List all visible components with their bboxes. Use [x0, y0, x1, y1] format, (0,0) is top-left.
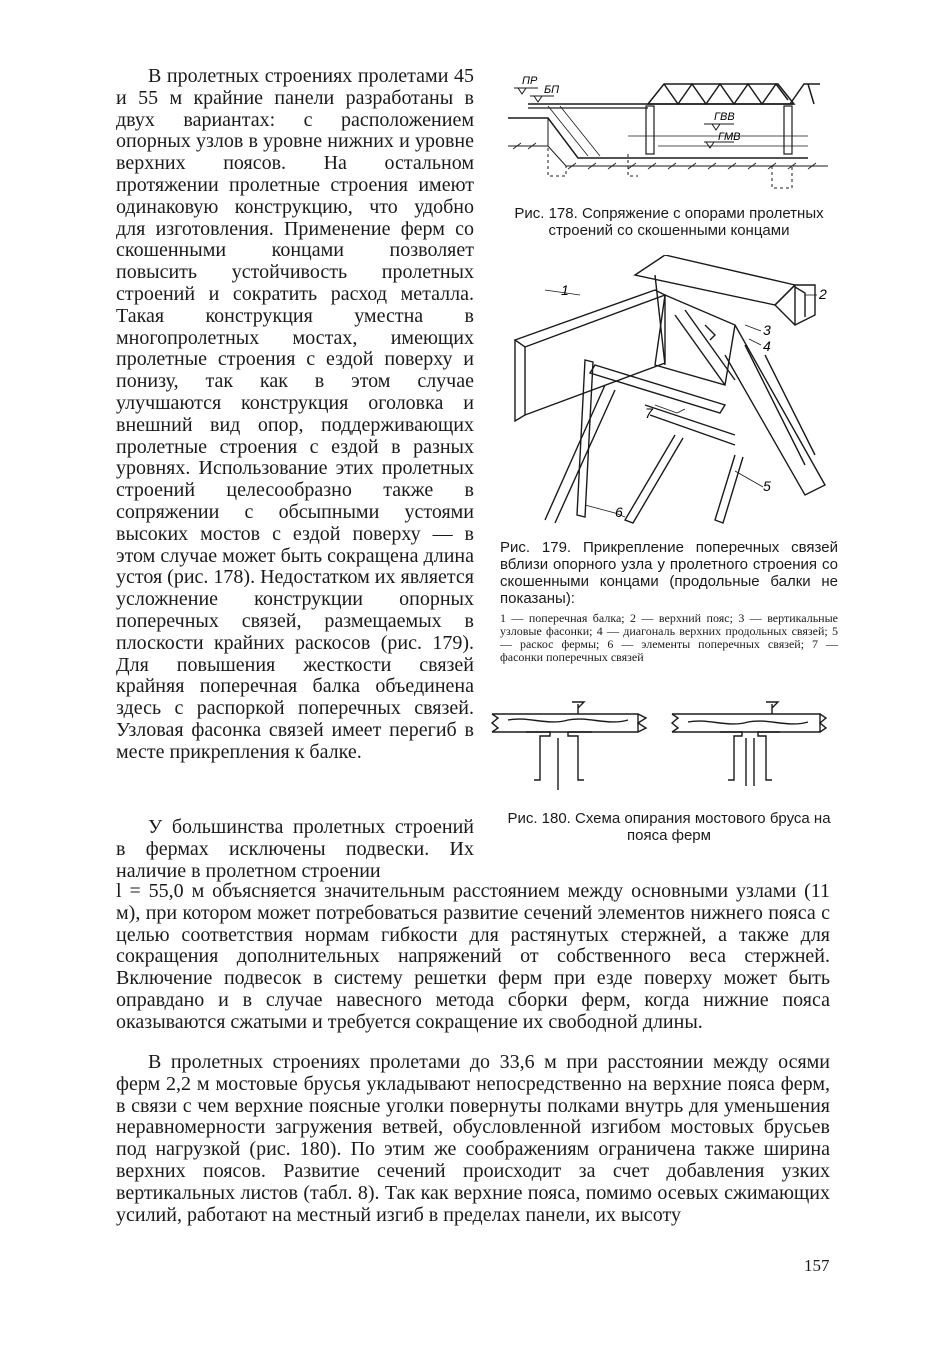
callout-3: 3 [763, 322, 771, 338]
label-bp: БП [544, 84, 560, 96]
figure-180-caption: Рис. 180. Схема опирания мостового бруса на пояса ферм [507, 810, 831, 844]
body-paragraph-1: В пролетных строениях пролетами 45 и 55 м крайние панели разработаны в двух вариантах: с расположением опорных узлов в уровне нижних и уровне верхних поясов. На остальном протяжении пролетные строения имеют одинаковую конструкцию, что удобно для изготовления. Применение ферм со скошенными концами позволяет повысить устойчивость пролетных строений и сократить расход металла. Такая конструкция уместна в многопролетных мостах, имеющих пролетные строения с ездой поверху и понизу, так как в этом случае улучшаются конструкция оголовка и внешний вид опор, поддерживающих пролетные строения с ездой в разных уровнях. Использование этих пролетных строений целесообразно также в сопряжении с обсыпными устоями высоких мостов с ездой поверху — в этом случае может быть сокращена длина устоя (рис. 178). Недостатком их является усложнение конструкции опорных поперечных связей, размещаемых в плоскости крайних раскосов (рис. 179). Для повышения жесткости связей крайняя поперечная балка объединена здесь с распоркой поперечных связей. Узловая фасонка связей имеет перегиб в месте прикрепления к балке. [116, 65, 474, 763]
callout-1: 1 [561, 282, 569, 298]
label-pr: ПР [522, 75, 538, 87]
callout-2: 2 [819, 286, 827, 302]
body-paragraph-2-start: У большинства пролетных строений в фермах исключены подвески. Их наличие в пролетном строении [116, 816, 474, 882]
callout-6: 6 [615, 504, 623, 520]
callout-4: 4 [763, 338, 771, 354]
figure-179-caption: Рис. 179. Прикрепление поперечных связей вблизи опорного узла у пролетного строения со скошенными концами (продольные балки не показаны): [500, 539, 838, 607]
figure-178-bridge-elevation [508, 66, 828, 196]
body-paragraph-2-cont: l = 55,0 м объясняется значительным расстоянием между основными узлами (11 м), при котором может потребоваться развитие сечений элементов нижнего пояса с целью соответствия нормам гибкости для растянутых стержней, а также для сокращения дополнительных напряжений от собственного веса стержней. Включение подвесок в систему решетки ферм при езде поверху может быть оправдано и в случае навесного метода сборки ферм, когда нижние пояса оказываются сжатыми и требуется сокращение их свободной длины. [116, 880, 830, 1033]
figure-179-bracing-node [505, 255, 835, 525]
callout-5: 5 [763, 478, 771, 494]
label-gmv: ГМВ [718, 131, 741, 143]
figure-179-legend: 1 — поперечная балка; 2 — верхний пояс; 3 — вертикальные узловые фасонки; 4 — диагональ верхних продольных связей; 5 — раскос фермы; 6 — элементы поперечных связей; 7 — фасонки поперечных связей [500, 611, 838, 664]
figure-180-tie-support-scheme [488, 698, 828, 793]
label-gvv: ГВВ [714, 111, 735, 123]
figure-178-caption: Рис. 178. Сопряжение с опорами пролетных строений со скошенными концами [514, 205, 824, 239]
page-number: 157 [804, 1256, 830, 1275]
body-paragraph-3: В пролетных строениях пролетами до 33,6 м при расстоянии между осями ферм 2,2 м мостовые брусья укладывают непосредственно на верхние пояса ферм, в связи с чем верхние поясные уголки повернуты полками внутрь для уменьшения неравномерности загружения ветвей, обусловленной изгибом мостовых брусьев под нагрузкой (рис. 180). По этим же соображениям ограничена также ширина верхних поясов. Развитие сечений происходит за счет добавления узких вертикальных листов (табл. 8). Так как верхние пояса, помимо осевых сжимающих усилий, работают на местный изгиб в пределах панели, их высоту [116, 1051, 830, 1226]
callout-7: 7 [645, 405, 653, 421]
